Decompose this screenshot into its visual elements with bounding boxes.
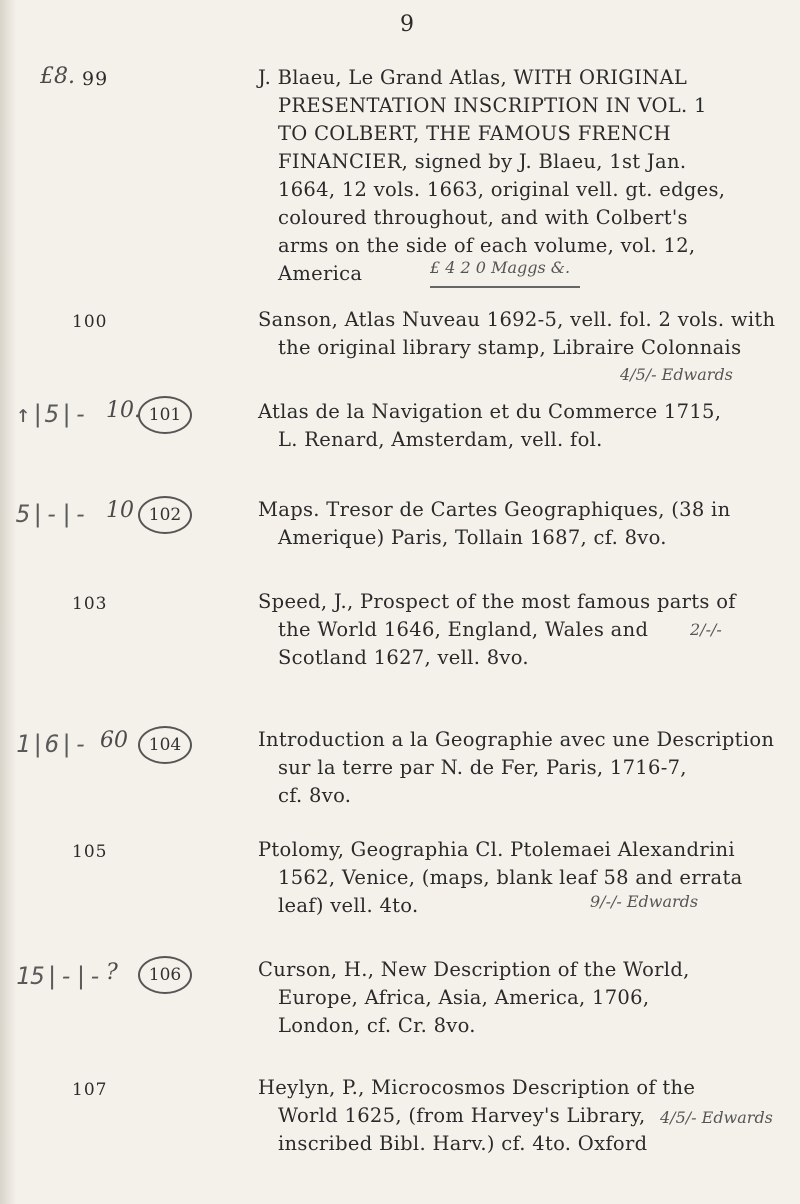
price-annotation: 10.	[106, 398, 141, 423]
entry-line: Maps. Tresor de Cartes Geographiques, (38 in	[258, 498, 731, 521]
entry-line: London, cf. Cr. 8vo.	[278, 1014, 476, 1037]
entry-line: Amerique) Paris, Tollain 1687, cf. 8vo.	[278, 526, 667, 549]
handwritten-tally: 5|-|-	[16, 500, 89, 528]
entry-line: America	[278, 262, 363, 285]
catalogue-entry	[258, 496, 788, 552]
lot-number: 103	[72, 594, 108, 614]
lot-number-circled: 102	[138, 496, 192, 534]
lot-number: 107	[72, 1080, 108, 1100]
entry-line: Sanson, Atlas Nuveau 1692-5, vell. fol. 2 vols. with	[258, 308, 776, 331]
entry-line: FINANCIER, signed by J. Blaeu, 1st Jan.	[278, 150, 687, 173]
catalogue-entry	[258, 726, 788, 810]
handwritten-note: 4/5/- Edwards	[620, 365, 733, 384]
price-annotation: £8.	[40, 64, 75, 89]
entry-line: L. Renard, Amsterdam, vell. fol.	[278, 428, 603, 451]
entry-line: the original library stamp, Libraire Colonnais	[278, 336, 742, 359]
entry-line: inscribed Bibl. Harv.) cf. 4to. Oxford	[278, 1132, 648, 1155]
price-annotation: ?	[106, 960, 118, 985]
handwritten-note: 4/5/- Edwards	[660, 1108, 773, 1127]
catalogue-entry	[258, 306, 788, 362]
entry-line: TO COLBERT, THE FAMOUS FRENCH	[278, 122, 671, 145]
lot-number: 105	[72, 842, 108, 862]
entry-line: Introduction a la Geographie avec une Description	[258, 728, 775, 751]
lot-number-circled: 104	[138, 726, 192, 764]
price-annotation: 60	[100, 728, 128, 753]
lot-number-circled: 101	[138, 396, 192, 434]
handwritten-note: 9/-/- Edwards	[590, 892, 699, 911]
entry-line: Atlas de la Navigation et du Commerce 1715,	[258, 400, 722, 423]
catalogue-entry	[258, 64, 788, 288]
handwritten-tally: 15|-|-	[16, 962, 103, 990]
catalogue-entry	[258, 956, 788, 1040]
entry-line: J. Blaeu, Le Grand Atlas, WITH ORIGINAL	[258, 66, 688, 89]
page-number: 9	[400, 12, 414, 37]
entry-line: Speed, J., Prospect of the most famous parts of	[258, 590, 736, 613]
entry-line: PRESENTATION INSCRIPTION IN VOL. 1	[278, 94, 707, 117]
handwritten-tally: ↑|5|-	[16, 400, 89, 428]
entry-line: World 1625, (from Harvey's Library,	[278, 1104, 646, 1127]
page-edge	[0, 0, 16, 1204]
entry-line: leaf) vell. 4to.	[278, 894, 419, 917]
entry-line: Heylyn, P., Microcosmos Description of the	[258, 1076, 696, 1099]
handwritten-note: £ 4 2 0 Maggs &.	[430, 258, 571, 277]
entry-line: Scotland 1627, vell. 8vo.	[278, 646, 529, 669]
entry-line: Curson, H., New Description of the World,	[258, 958, 690, 981]
lot-number: 100	[72, 312, 108, 332]
lot-number: 99	[82, 68, 109, 90]
entry-line: sur la terre par N. de Fer, Paris, 1716-7,	[278, 756, 687, 779]
entry-line: 1664, 12 vols. 1663, original vell. gt. edges,	[278, 178, 726, 201]
handwritten-note: 2/-/-	[690, 620, 722, 639]
lot-number-circled: 106	[138, 956, 192, 994]
entry-line: arms on the side of each volume, vol. 12,	[278, 234, 696, 257]
entry-line: cf. 8vo.	[278, 784, 352, 807]
price-annotation: 10	[106, 498, 134, 523]
handwritten-tally: 1|6|-	[16, 730, 89, 758]
entry-line: the World 1646, England, Wales and	[278, 618, 649, 641]
note-underline	[430, 286, 580, 288]
entry-line: Ptolomy, Geographia Cl. Ptolemaei Alexandrini	[258, 838, 735, 861]
entry-line: 1562, Venice, (maps, blank leaf 58 and errata	[278, 866, 743, 889]
catalogue-entry	[258, 836, 788, 920]
catalogue-entry	[258, 398, 788, 454]
entry-line: coloured throughout, and with Colbert's	[278, 206, 688, 229]
entry-line: Europe, Africa, Asia, America, 1706,	[278, 986, 650, 1009]
